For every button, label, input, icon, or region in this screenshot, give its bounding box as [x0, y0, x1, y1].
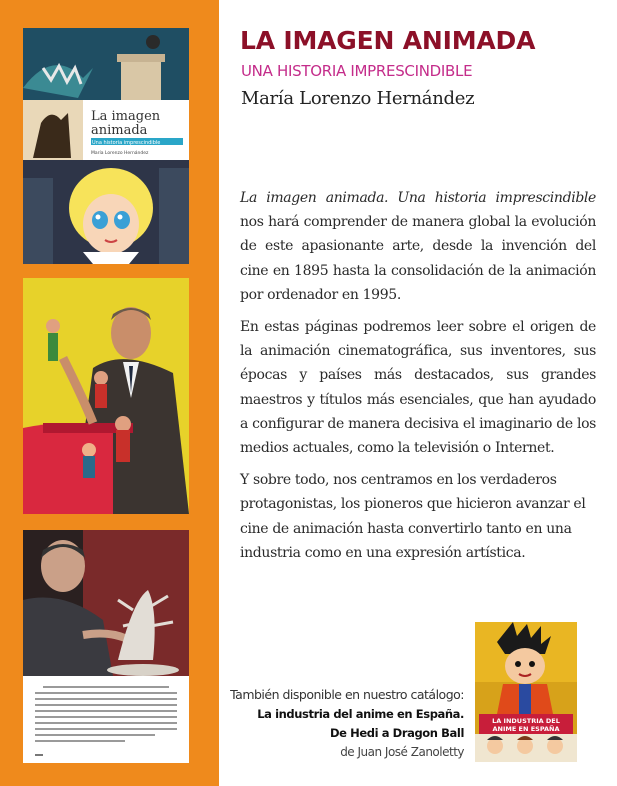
catalog-intro: También disponible en nuestro catálogo: — [230, 687, 464, 702]
cover-author: María Lorenzo Hernández — [91, 151, 149, 156]
paragraph-2: En estas páginas podremos leer sobre el origen de la animación cinematográfica, sus inventores, sus épocas y países más destacados, sus grandes maestros y títulos más esenciales, que han ayudado a configurar de manera decisiva el imaginario de los medios actuales, como la televisión o Internet. — [240, 319, 596, 457]
catalog-book-title-line1: La industria del anime en España. — [257, 707, 464, 721]
book-author: María Lorenzo Hernández — [241, 88, 475, 109]
paragraph-1-text: nos hará comprender de manera global la evolución de este apasionante arte, desde la invención del cine en 1895 hasta la consolidación de la animación por ordenador en 1995. — [240, 214, 596, 303]
page-title: LA IMAGEN ANIMADA — [240, 26, 536, 55]
anime-book-cover-title-line2: ANIME EN ESPAÑA — [492, 725, 560, 733]
puppeteer-photo — [23, 278, 189, 514]
cover-title-line2: animada — [91, 123, 148, 138]
paragraph-3: Y sobre todo, nos centramos en los verdaderos protagonistas, los pioneros que hicieron avanzar el cine de animación hasta convertirlo tanto en una industria como en una expresión artística. — [240, 472, 586, 561]
catalog-promo — [230, 685, 464, 762]
cover-subtitle: Una historia imprescindible — [92, 140, 161, 146]
sculptor-photo-page — [23, 530, 189, 763]
book-cover-image — [23, 28, 189, 264]
catalog-book-title-line2: De Hedi a Dragon Ball — [329, 726, 464, 740]
description-text — [240, 186, 596, 573]
anime-book-cover-title-line1: LA INDUSTRIA DEL — [492, 717, 560, 725]
anime-book-cover-image — [475, 622, 577, 762]
paragraph-1-book-title: La imagen animada. Una historia imprescindible — [240, 190, 596, 206]
cover-title-line1: La imagen — [91, 109, 161, 124]
paragraph-1 — [240, 186, 596, 307]
page-subtitle: UNA HISTORIA IMPRESCINDIBLE — [241, 62, 473, 80]
catalog-book-author: de Juan José Zanoletty — [340, 745, 464, 759]
